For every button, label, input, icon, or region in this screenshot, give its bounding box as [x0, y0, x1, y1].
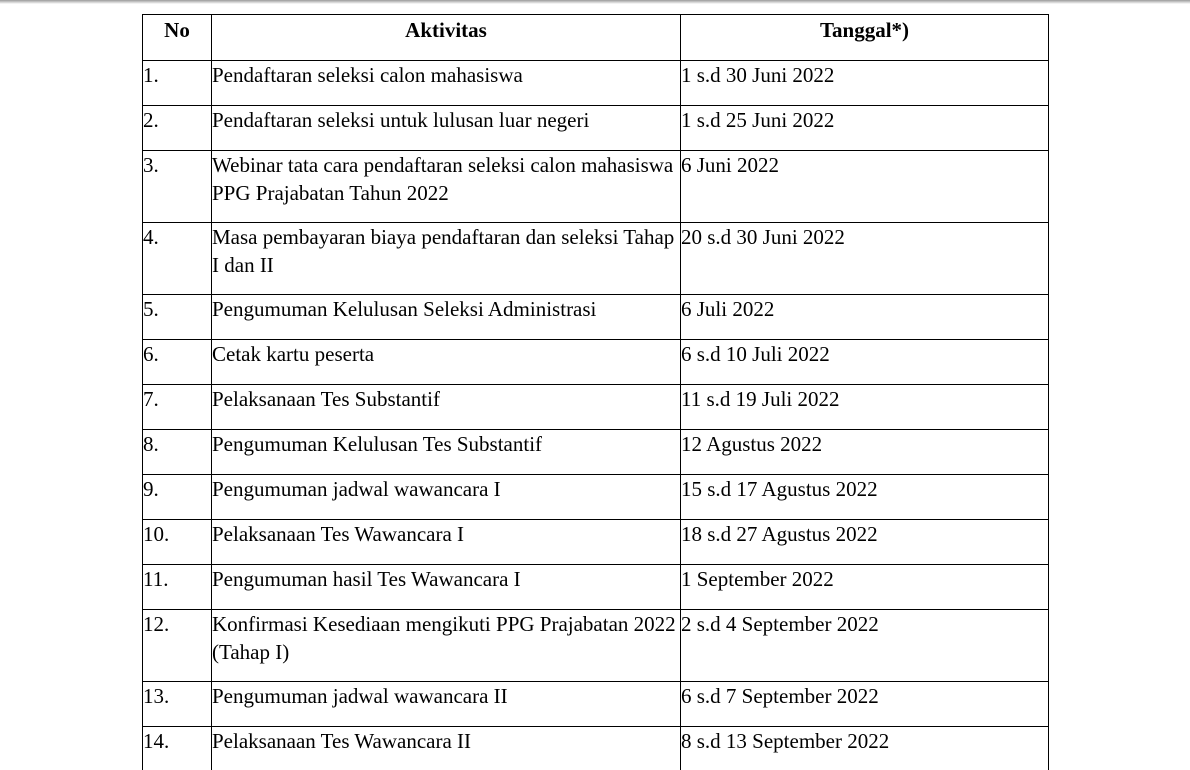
row-activity: Webinar tata cara pendaftaran seleksi calon mahasiswa PPG Prajabatan Tahun 2022 [212, 151, 681, 223]
row-activity: Pengumuman jadwal wawancara I [212, 475, 681, 520]
row-date: 1 s.d 30 Juni 2022 [681, 61, 1049, 106]
table-row [143, 520, 1049, 565]
row-activity: Pendaftaran seleksi untuk lulusan luar negeri [212, 106, 681, 151]
row-number: 7. [143, 385, 212, 430]
row-activity: Masa pembayaran biaya pendaftaran dan seleksi Tahap I dan II [212, 223, 681, 295]
row-date: 6 Juli 2022 [681, 295, 1049, 340]
row-date: 12 Agustus 2022 [681, 430, 1049, 475]
row-number: 5. [143, 295, 212, 340]
row-number: 14. [143, 727, 212, 770]
row-number: 10. [143, 520, 212, 565]
row-date: 11 s.d 19 Juli 2022 [681, 385, 1049, 430]
row-number: 3. [143, 151, 212, 223]
header-activity: Aktivitas [212, 15, 681, 61]
row-number: 13. [143, 682, 212, 727]
row-activity: Pelaksanaan Tes Wawancara II [212, 727, 681, 770]
row-date: 18 s.d 27 Agustus 2022 [681, 520, 1049, 565]
row-date: 6 Juni 2022 [681, 151, 1049, 223]
table-row [143, 223, 1049, 295]
row-date: 15 s.d 17 Agustus 2022 [681, 475, 1049, 520]
table-row [143, 106, 1049, 151]
table-row [143, 340, 1049, 385]
table-row [143, 151, 1049, 223]
table-row [143, 385, 1049, 430]
header-no: No [143, 15, 212, 61]
row-activity: Pendaftaran seleksi calon mahasiswa [212, 61, 681, 106]
row-date: 2 s.d 4 September 2022 [681, 610, 1049, 682]
row-activity: Pengumuman jadwal wawancara II [212, 682, 681, 727]
row-date: 6 s.d 7 September 2022 [681, 682, 1049, 727]
row-number: 4. [143, 223, 212, 295]
row-number: 6. [143, 340, 212, 385]
table-row [143, 295, 1049, 340]
row-activity: Cetak kartu peserta [212, 340, 681, 385]
table-row [143, 61, 1049, 106]
row-number: 2. [143, 106, 212, 151]
row-number: 11. [143, 565, 212, 610]
row-activity: Pengumuman Kelulusan Seleksi Administrasi [212, 295, 681, 340]
table-row [143, 610, 1049, 682]
row-activity: Pengumuman Kelulusan Tes Substantif [212, 430, 681, 475]
row-date: 6 s.d 10 Juli 2022 [681, 340, 1049, 385]
row-activity: Pelaksanaan Tes Wawancara I [212, 520, 681, 565]
row-number: 8. [143, 430, 212, 475]
row-date: 8 s.d 13 September 2022 [681, 727, 1049, 770]
row-date: 1 September 2022 [681, 565, 1049, 610]
row-date: 20 s.d 30 Juni 2022 [681, 223, 1049, 295]
row-activity: Pelaksanaan Tes Substantif [212, 385, 681, 430]
row-date: 1 s.d 25 Juni 2022 [681, 106, 1049, 151]
table-row [143, 430, 1049, 475]
table-row [143, 475, 1049, 520]
table-row [143, 565, 1049, 610]
row-activity: Pengumuman hasil Tes Wawancara I [212, 565, 681, 610]
table-row [143, 727, 1049, 770]
row-number: 12. [143, 610, 212, 682]
row-number: 1. [143, 61, 212, 106]
table-header-row [143, 15, 1049, 61]
row-activity: Konfirmasi Kesediaan mengikuti PPG Prajabatan 2022 (Tahap I) [212, 610, 681, 682]
schedule-table [142, 14, 1049, 770]
row-number: 9. [143, 475, 212, 520]
header-date: Tanggal*) [681, 15, 1049, 61]
table-row [143, 682, 1049, 727]
viewer-top-shadow [0, 0, 1190, 4]
